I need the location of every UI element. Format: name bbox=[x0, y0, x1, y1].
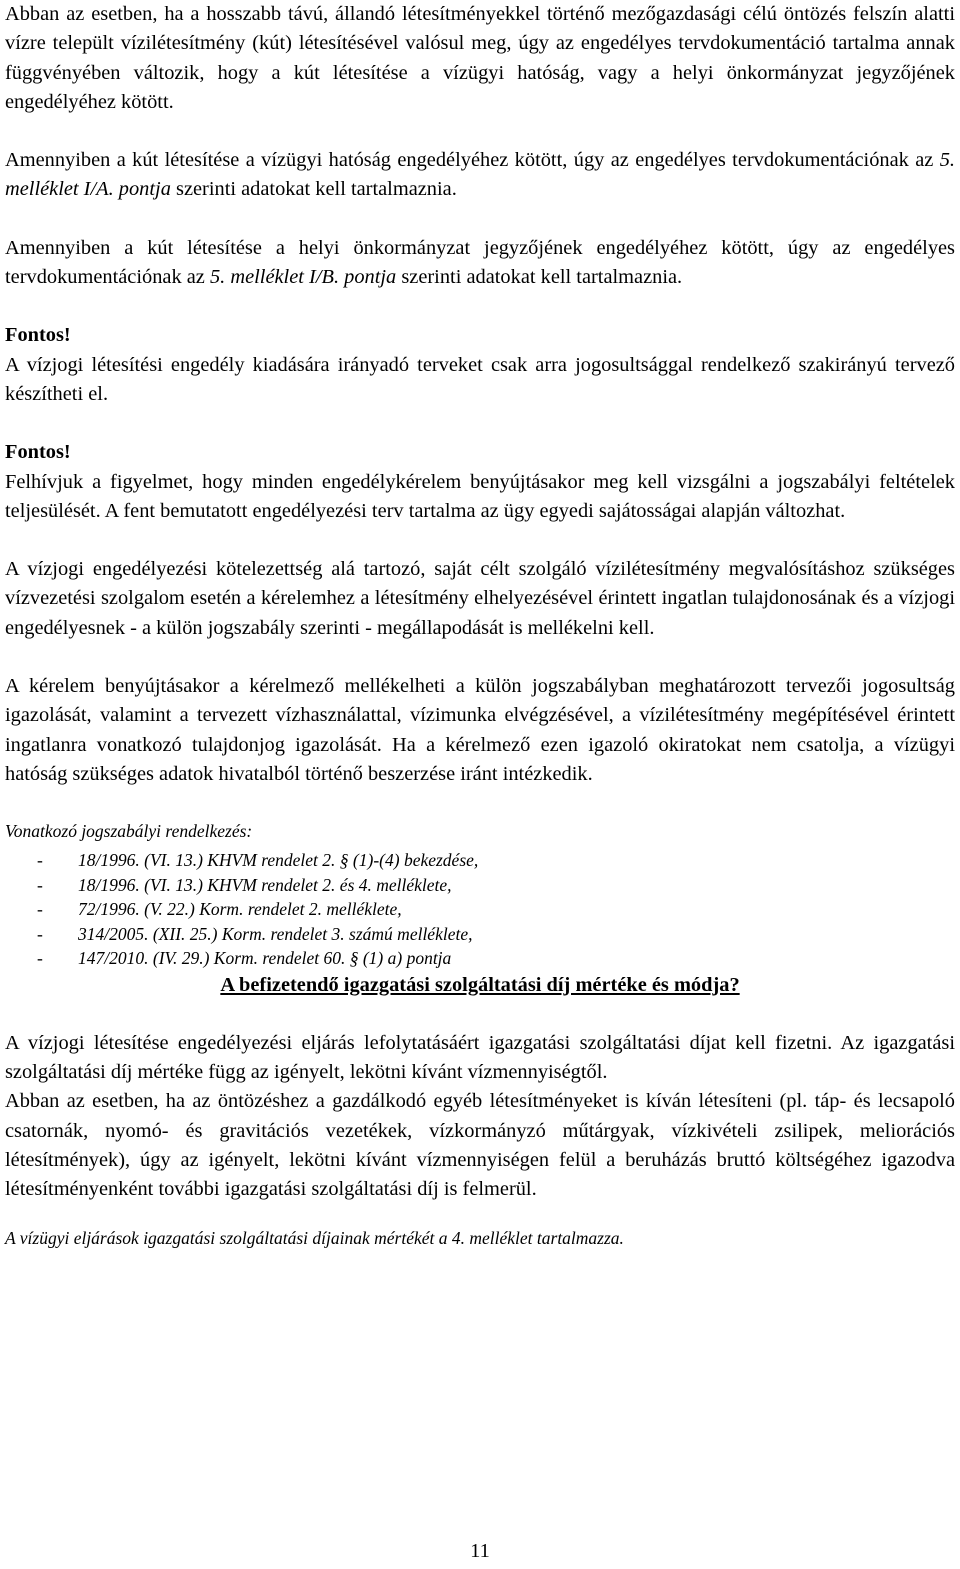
paragraph-fee: A vízjogi létesítése engedélyezési eljárás lefolytatásáért igazgatási szolgáltatási díjat kell fizetni. Az igazgatási szolgáltatási díj mértéke függ az igényelt, lekötni kívánt vízmennyiségtől. bbox=[5, 1031, 955, 1084]
list-item: - 18/1996. (VI. 13.) KHVM rendelet 2. és 4. melléklete, bbox=[37, 874, 452, 895]
legal-references bbox=[5, 818, 955, 971]
paragraph-attachments: A kérelem benyújtásakor a kérelmező mellékelheti a külön jogszabályban meghatározott tervezői jogosultság igazolását, valamint a tervezett vízhasználattal, vízimunka elvégzésével, a vízilétesítmény megépítésével érintett ingatlanra vonatkozó tulajdonjog igazolását. Ha a kérelmező ezen igazoló okiratokat nem csatolja, a vízügyi hatóság szükséges adatok hivatalból történő beszerzése iránt intézkedik. bbox=[5, 675, 955, 785]
page-number: 11 bbox=[470, 1540, 490, 1562]
paragraph-additional-fee: Abban az esetben, ha az öntözéshez a gazdálkodó egyéb létesítményeket is kíván létesíteni (pl. táp- és lecsapoló csatornák, nyomó- és gravitációs vezetékek, vízkormányzó műtárgyak, vízkivételi zsilipek, meliorációs létesítmények), úgy az igényelt, lekötni kívánt vízmennyiségen felül a beruházás bruttó költségéhez igazodva létesítményenként további igazgatási szolgáltatási díj is felmerül. bbox=[5, 1090, 955, 1201]
paragraph-annex-ib: Amennyiben a kút létesítése a helyi önkormányzat jegyzőjének engedélyéhez kötött, úgy az engedélyes tervdokumentációnak az 5. melléklet I/B. pontja szerinti adatokat kell tartalmaznia. bbox=[5, 236, 955, 289]
paragraph-fee-annex: A vízügyi eljárások igazgatási szolgáltatási díjainak mértékét a 4. melléklet tartalmazza. bbox=[5, 1227, 624, 1248]
list-item: - 147/2010. (IV. 29.) Korm. rendelet 60. § (1) a) pontja bbox=[37, 948, 452, 969]
paragraph-intro: Abban az esetben, ha a hosszabb távú, állandó létesítményekkel történő mezőgazdasági célú öntözés felszín alatti vízre települt vízilétesítmény (kút) létesítésével valósul meg, úgy az engedélyes tervdokumentáció tartalma annak függvényében változik, hogy a kút létesítése a vízügyi hatóság, vagy a helyi önkormányzat jegyzőjének engedélyéhez kötött. bbox=[5, 3, 955, 113]
note-text: Felhívjuk a figyelmet, hogy minden engedélykérelem benyújtásakor meg kell vizsgálni a jogszabályi feltételek teljesülését. A fent bemutatott engedélyezési terv tartalma az ügy egyedi sajátosságai alapján változhat. bbox=[5, 470, 955, 522]
note-text: A vízjogi létesítési engedély kiadására irányadó terveket csak arra jogosultsággal rendelkező szakirányú tervező készítheti el. bbox=[5, 353, 955, 405]
note-title: Fontos! bbox=[5, 324, 71, 347]
important-note-1 bbox=[5, 321, 955, 409]
document-page bbox=[5, 0, 955, 1251]
legal-references-list bbox=[5, 848, 955, 971]
paragraph-easement: A vízjogi engedélyezési kötelezettség alá tartozó, saját célt szolgáló vízilétesítmény megvalósításhoz szükséges vízvezetési szolgalom esetén a kérelemhez a létesítmény elhelyezésével érintett ingatlan tulajdonosának és a vízjogi engedélyesnek - a külön jogszabály szerinti - megállapodását is mellékelni kell. bbox=[5, 558, 955, 639]
list-item: - 72/1996. (V. 22.) Korm. rendelet 2. melléklete, bbox=[37, 899, 402, 920]
important-note-2 bbox=[5, 438, 955, 526]
annex-ib-reference: 5. melléklet I/B. pontja bbox=[209, 266, 397, 289]
paragraph-annex-ia: Amennyiben a kút létesítése a vízügyi hatóság engedélyéhez kötött, úgy az engedélyes tervdokumentációnak az 5. melléklet I/A. pontja szerinti adatokat kell tartalmaznia. bbox=[5, 149, 955, 201]
legal-references-title: Vonatkozó jogszabályi rendelkezés: bbox=[5, 821, 253, 842]
note-title: Fontos! bbox=[5, 441, 71, 464]
annex-ia-reference: 5. melléklet I/A. pontja bbox=[5, 149, 955, 201]
list-item: - 18/1996. (VI. 13.) KHVM rendelet 2. § (1)-(4) bekezdése, bbox=[37, 850, 479, 871]
list-item: - 314/2005. (XII. 25.) Korm. rendelet 3. számú melléklete, bbox=[37, 923, 473, 944]
section-heading-fee: A befizetendő igazgatási szolgáltatási díj mértéke és módja? bbox=[220, 973, 740, 996]
